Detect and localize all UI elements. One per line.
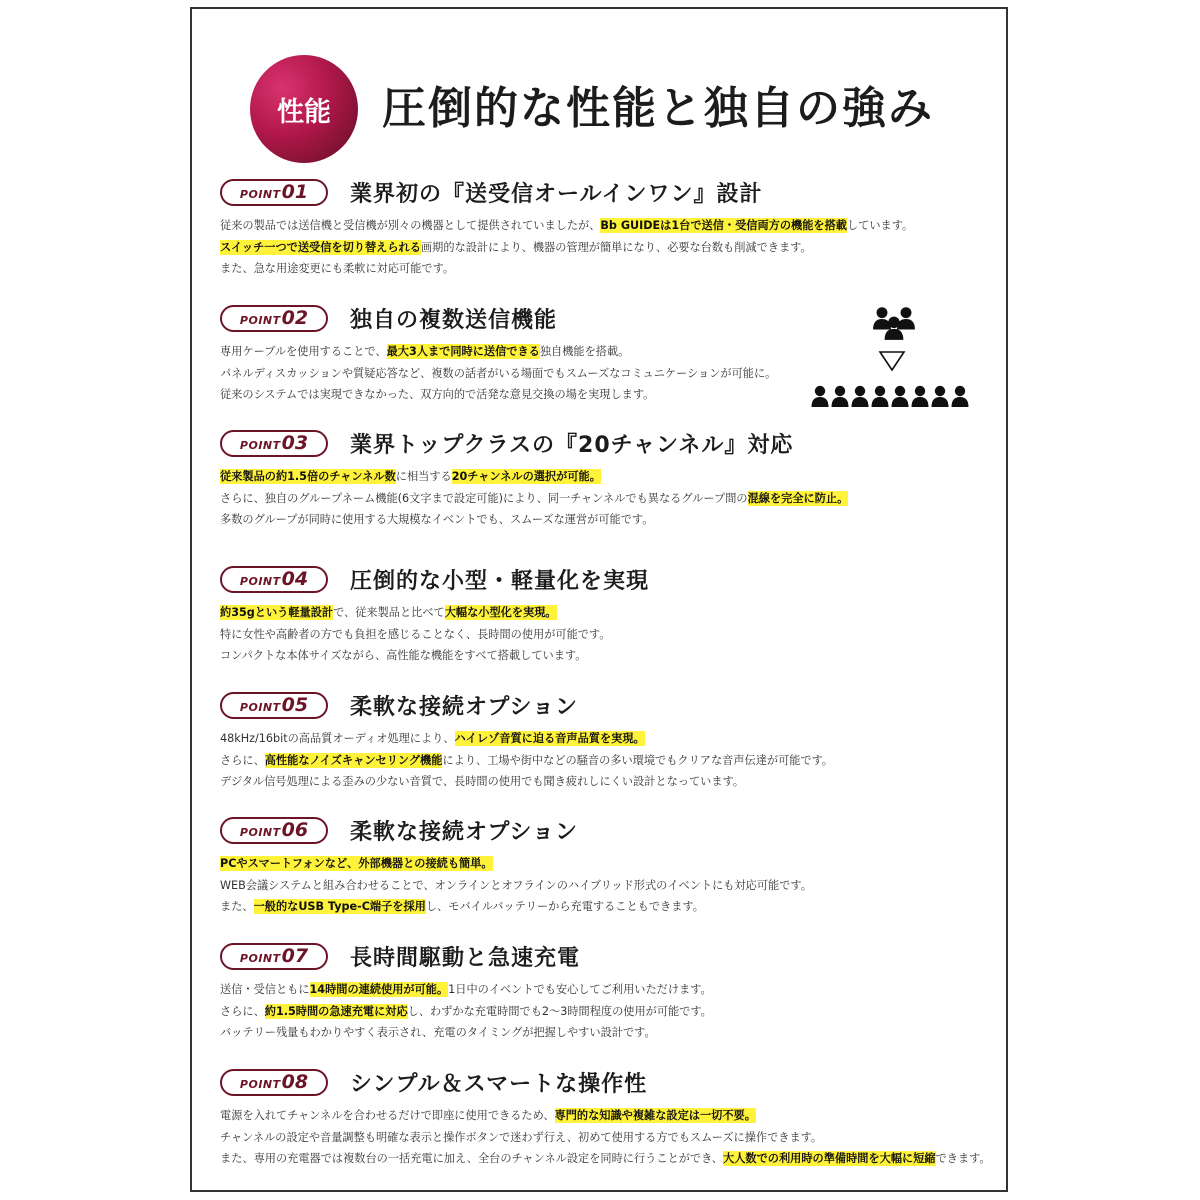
- point-section-05: [220, 690, 1000, 793]
- point-label: POINT: [239, 700, 281, 714]
- body-text: により、工場や街中などの騒音の多い環境でもクリアな音声伝達が可能です。: [442, 753, 834, 767]
- highlight-text: 大人数での利用時の準備時間を大幅に短縮: [723, 1152, 936, 1165]
- section-title: 圧倒的な小型・軽量化を実現: [350, 568, 650, 594]
- body-text: で、従来製品と比べて: [333, 606, 445, 619]
- highlight-text: 14時間の連続使用が可能。: [309, 983, 449, 996]
- body-text: 送信・受信ともに: [220, 983, 310, 996]
- point-number: 04: [281, 567, 309, 590]
- highlight-text: Bb GUIDEは1台で送信・受信両方の機能を搭載: [600, 219, 847, 232]
- body-line: [220, 771, 1000, 793]
- section-body: [220, 1105, 1000, 1170]
- point-badge: [220, 692, 328, 719]
- point-badge: [220, 1069, 328, 1096]
- body-text: に相当する: [395, 470, 452, 483]
- body-text: また、: [220, 900, 254, 913]
- body-text: 特に女性や高齢者の方でも負担を感じることなく、長時間の使用が可能です。: [220, 627, 611, 641]
- body-line: [220, 853, 1000, 875]
- body-line: [220, 466, 1000, 488]
- body-text: 専用ケーブルを使用することで、: [220, 345, 387, 358]
- body-text: し、モバイルバッテリーから充電することもできます。: [425, 900, 704, 913]
- section-header: [220, 815, 1000, 845]
- body-line: [220, 237, 1000, 259]
- body-text: し、わずかな充電時間でも2〜3時間程度の使用が可能です。: [407, 1004, 712, 1018]
- section-title: 独自の複数送信機能: [350, 307, 558, 333]
- point-section-08: [220, 1067, 1000, 1170]
- body-line: [220, 750, 1000, 772]
- body-text: パネルディスカッションや質疑応答など、複数の話者がいる場面でもスムーズなコミュニケーションが可能に。: [220, 366, 777, 380]
- point-badge: [220, 430, 328, 457]
- point-number: 08: [281, 1070, 309, 1093]
- point-badge: [220, 305, 328, 332]
- body-line: [220, 896, 1000, 918]
- body-line: [220, 1105, 1000, 1127]
- highlight-text: 最大3人まで同時に送信できる: [386, 345, 540, 358]
- point-section-03: [220, 428, 1000, 531]
- body-line: [220, 645, 1000, 667]
- point-section-04: [220, 564, 1000, 667]
- body-line: [220, 979, 1000, 1001]
- section-header: [220, 690, 1000, 720]
- body-text: チャンネルの設定や音量調整も明確な表示と操作ボタンで迷わず行え、初めて使用する方でもスムーズに操作できます。: [220, 1130, 823, 1144]
- body-line: [220, 624, 1000, 646]
- body-line: [220, 1022, 1000, 1044]
- multi-speaker-illustration: [806, 300, 976, 412]
- page-title: 圧倒的な性能と独自の強み: [382, 83, 934, 134]
- section-body: [220, 466, 1000, 531]
- point-number: 06: [281, 818, 309, 841]
- section-title: 長時間駆動と急速充電: [350, 945, 581, 971]
- highlight-text: 約1.5時間の急速充電に対応: [264, 1004, 408, 1018]
- body-line: [220, 1127, 1000, 1149]
- audience-group-icon: [812, 386, 969, 407]
- category-badge: 性能: [250, 55, 358, 163]
- body-line: [220, 602, 1000, 624]
- point-number: 02: [281, 306, 309, 329]
- point-badge: [220, 943, 328, 970]
- point-badge: [220, 566, 328, 593]
- body-line: [220, 1001, 1000, 1023]
- body-text: 48kHz/16bitの高品質オーディオ処理により、: [220, 732, 455, 745]
- body-text: バッテリー残量もわかりやすく表示され、充電のタイミングが把握しやすい設計です。: [220, 1026, 656, 1039]
- body-text: さらに、独自のグループネーム機能(6文字まで設定可能)により、同一チャンネルでも異なるグループ間の: [220, 491, 748, 505]
- highlight-text: スイッチ一つで送受信を切り替えられる: [220, 240, 421, 254]
- speaker-group-icon: [873, 307, 915, 340]
- body-text: 従来の製品では送信機と受信機が別々の機器として提供されていましたが、: [220, 219, 601, 232]
- body-text: さらに、: [220, 1004, 265, 1018]
- highlight-text: 約35gという軽量設計: [220, 606, 334, 619]
- point-section-01: [220, 177, 1000, 280]
- section-header: [220, 1067, 1000, 1097]
- point-badge: [220, 179, 328, 206]
- section-header: [220, 177, 1000, 207]
- point-label: POINT: [239, 187, 281, 201]
- body-text: 従来のシステムでは実現できなかった、双方向的で活発な意見交換の場を実現します。: [220, 388, 655, 401]
- body-text: 画期的な設計により、機器の管理が簡単になり、必要な台数も削減できます。: [420, 240, 812, 254]
- body-text: コンパクトな本体サイズながら、高性能な機能をすべて搭載しています。: [220, 649, 587, 662]
- body-line: [220, 258, 1000, 280]
- body-text: また、専用の充電器では複数台の一括充電に加え、全台のチャンネル設定を同時に行うことができ、: [220, 1152, 723, 1165]
- point-section-06: [220, 815, 1000, 918]
- body-line: [220, 728, 1000, 750]
- highlight-text: 混線を完全に防止。: [747, 491, 849, 505]
- point-badge: [220, 817, 328, 844]
- point-label: POINT: [239, 438, 281, 452]
- highlight-text: PCやスマートフォンなど、外部機器との接続も簡単。: [220, 857, 493, 870]
- body-line: [220, 488, 1000, 510]
- section-title: 柔軟な接続オプション: [350, 819, 579, 845]
- highlight-text: 従来製品の約1.5倍のチャンネル数: [220, 470, 396, 483]
- section-header: [220, 428, 1000, 458]
- highlight-text: 一般的なUSB Type-C端子を採用: [253, 900, 426, 913]
- body-text: 1日中のイベントでも安心してご利用いただけます。: [448, 983, 712, 996]
- point-label: POINT: [239, 1077, 281, 1091]
- point-section-07: [220, 941, 1000, 1044]
- section-title: シンプル＆スマートな操作性: [350, 1071, 648, 1097]
- point-number: 07: [281, 944, 309, 967]
- body-line: [220, 215, 1000, 237]
- point-label: POINT: [239, 574, 281, 588]
- point-number: 05: [281, 693, 309, 716]
- section-body: [220, 979, 1000, 1044]
- section-body: [220, 602, 1000, 667]
- section-title: 柔軟な接続オプション: [350, 694, 579, 720]
- body-text: WEB会議システムと組み合わせることで、オンラインとオフラインのハイブリッド形式のイベントにも対応可能です。: [220, 878, 812, 892]
- highlight-text: ハイレゾ音質に迫る音声品質を実現。: [454, 732, 645, 745]
- section-header: [220, 564, 1000, 594]
- section-title: 業界トップクラスの『20チャンネル』対応: [350, 432, 794, 458]
- body-line: [220, 1148, 1000, 1170]
- section-body: [220, 215, 1000, 280]
- point-label: POINT: [239, 825, 281, 839]
- section-body: [220, 853, 1000, 918]
- highlight-text: 20チャンネルの選択が可能。: [451, 470, 601, 483]
- point-label: POINT: [239, 313, 281, 327]
- point-number: 01: [281, 180, 309, 203]
- body-text: 多数のグループが同時に使用する大規模なイベントでも、スムーズな運営が可能です。: [220, 513, 654, 526]
- point-label: POINT: [239, 951, 281, 965]
- body-text: しています。: [846, 219, 914, 232]
- body-text: さらに、: [220, 753, 265, 767]
- point-number: 03: [281, 431, 309, 454]
- body-line: [220, 509, 1000, 531]
- body-text: デジタル信号処理による歪みの少ない音質で、長時間の使用でも聞き疲れしにくい設計となっています。: [220, 775, 745, 788]
- section-title: 業界初の『送受信オールインワン』設計: [350, 181, 763, 207]
- highlight-text: 高性能なノイズキャンセリング機能: [264, 753, 443, 767]
- body-line: [220, 875, 1000, 897]
- down-triangle-icon: [880, 352, 904, 370]
- body-text: できます。: [935, 1152, 991, 1165]
- body-text: 電源を入れてチャンネルを合わせるだけで即座に使用できるため、: [220, 1109, 555, 1122]
- highlight-text: 専門的な知識や複雑な設定は一切不要。: [554, 1109, 756, 1122]
- section-header: [220, 941, 1000, 971]
- body-text: 独自機能を搭載。: [539, 345, 630, 358]
- body-text: また、急な用途変更にも柔軟に対応可能です。: [220, 262, 455, 275]
- section-body: [220, 728, 1000, 793]
- highlight-text: 大幅な小型化を実現。: [444, 606, 557, 619]
